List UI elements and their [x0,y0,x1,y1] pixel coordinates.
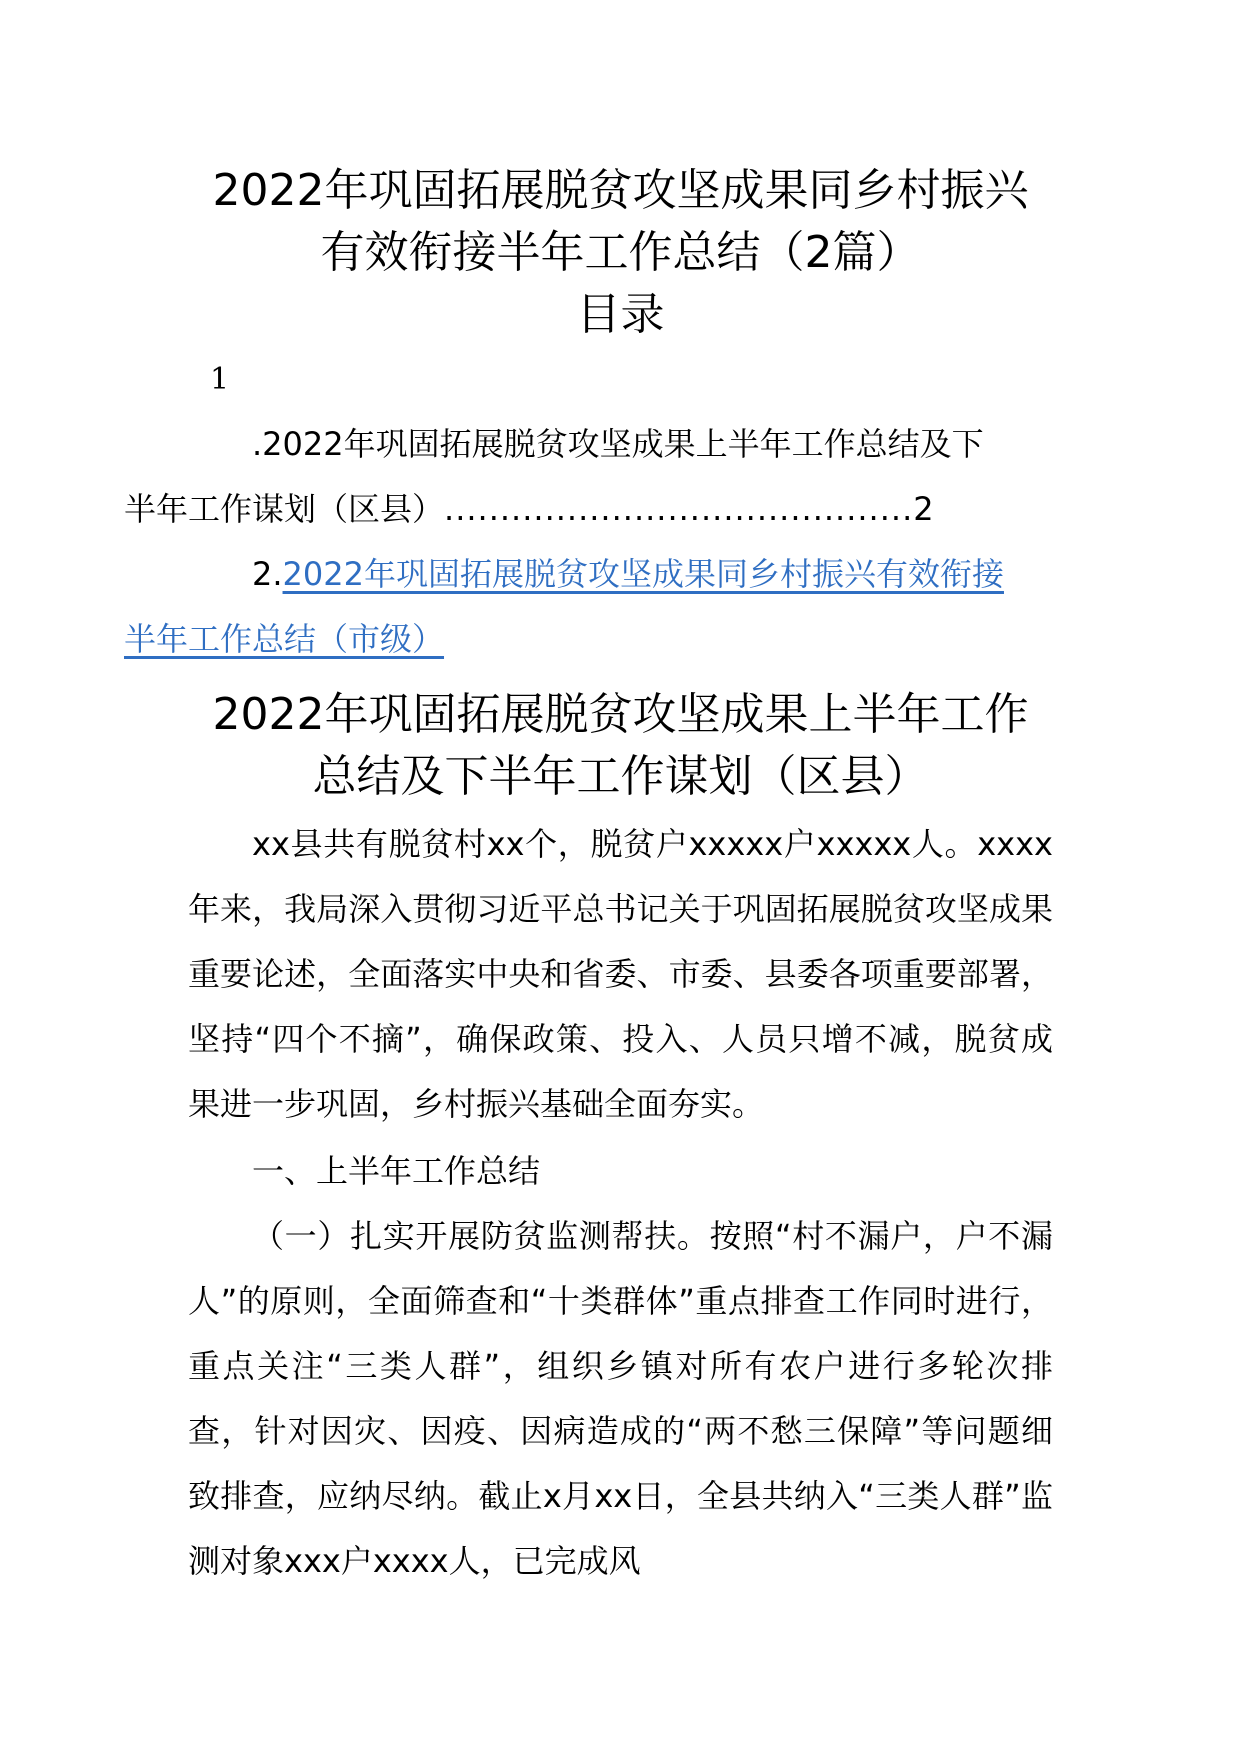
toc-heading: 目录 [576,289,665,340]
toc-item-1-page: 2 [913,490,934,528]
document-title-line1: 2022年巩固拓展脱贫攻坚成果同乡村振兴 [212,165,1029,216]
document-title-line2: 有效衔接半年工作总结（2篇） [320,227,921,278]
toc-item-2-link-line1[interactable]: 2022年巩固拓展脱贫攻坚成果同乡村振兴有效衔接 [282,555,1004,593]
document-title [188,160,1053,284]
toc-item-1[interactable] [124,412,1053,542]
toc-item-1-line2: 半年工作谋划（区县） [124,490,445,528]
section-title-line2: 总结及下半年工作谋划（区县） [312,751,929,802]
toc-item-1-line1: .2022年巩固拓展脱贫攻坚成果上半年工作总结及下 [252,425,984,463]
section-title-line1: 2022年巩固拓展脱贫攻坚成果上半年工作 [212,689,1029,740]
paragraph-intro: xx县共有脱贫村xx个，脱贫户xxxxx户xxxxx人。xxxx年来，我局深入贯彻习近平总书记关于巩固拓展脱贫攻坚成果重要论述，全面落实中央和省委、市委、县委各项重要部署，坚持“四个不摘”，确保政策、投入、人员只增不减，脱贫成果进一步巩固，乡村振兴基础全面夯实。 [188,825,1053,1123]
toc-item-2-link-line2[interactable]: 半年工作总结（市级） [124,620,445,658]
paragraph-monitoring: （一）扎实开展防贫监测帮扶。按照“村不漏户，户不漏人”的原则，全面筛查和“十类群体”重点排查工作同时进行，重点关注“三类人群”，组织乡镇对所有农户进行多轮次排查，针对因灾、因疫、因病造成的“两不愁三保障”等问题细致排查，应纳尽纳。截止x月xx日，全县共纳入“三类人群”监测对象xxx户xxxx人，已完成风 [188,1217,1053,1580]
toc-item-1-leader: .......................................... [444,490,914,528]
toc-item-2-prefix: 2. [252,555,283,593]
document-body [124,160,1053,1594]
toc-number-1: 1 [210,362,230,397]
section-title [188,684,1053,808]
toc-item-2[interactable] [124,542,1053,672]
heading-first-half-summary: 一、上半年工作总结 [252,1152,541,1190]
